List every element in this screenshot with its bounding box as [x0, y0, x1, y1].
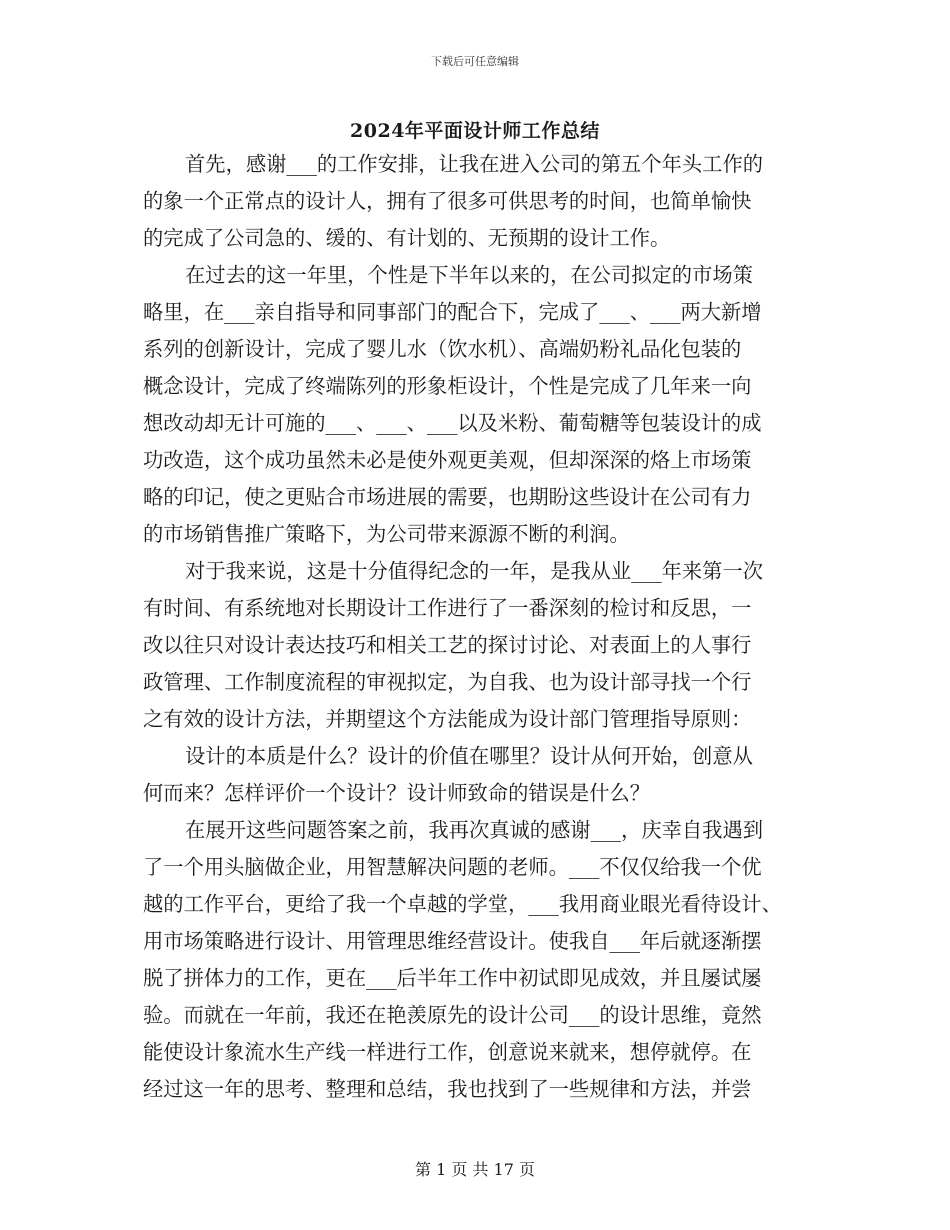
body-text-line: 设计的本质是什么？设计的价值在哪里？设计从何开始，创意从 [185, 744, 753, 768]
body-text-line: 对于我来说，这是十分值得纪念的一年，是我从业___年来第一次 [185, 559, 764, 583]
document-title: 2024年平面设计师工作总结 [350, 120, 600, 142]
body-text-line: 经过这一年的思考、整理和总结，我也找到了一些规律和方法，并尝 [143, 1077, 752, 1101]
body-text-line: 首先，感谢___的工作安排，让我在进入公司的第五个年头工作的 [185, 152, 764, 176]
body-text-line: 用市场策略进行设计、用管理思维经营设计。使我自___年后就逐渐摆 [143, 929, 762, 953]
body-text-line: 概念设计，完成了终端陈列的形象柜设计，个性是完成了几年来一向 [143, 374, 752, 398]
body-text-line: 想改动却无计可施的___、___、___以及米粉、葡萄糖等包装设计的成 [143, 411, 762, 435]
body-text-line: 有时间、有系统地对长期设计工作进行了一番深刻的检讨和反思，一 [143, 596, 752, 620]
body-text-line: 在展开这些问题答案之前，我再次真诚的感谢___，庆幸自我遇到 [185, 818, 764, 842]
body-text-line: 能使设计象流水生产线一样进行工作，创意说来就来，想停就停。在 [143, 1040, 752, 1064]
body-text-line: 验。而就在一年前，我还在艳羡原先的设计公司___的设计思维，竟然 [143, 1003, 762, 1027]
body-text-line: 了一个用头脑做企业，用智慧解决问题的老师。___不仅仅给我一个优 [143, 855, 762, 879]
body-text-line: 的完成了公司急的、缓的、有计划的、无预期的设计工作。 [143, 226, 671, 250]
page-number-footer: 第 1 页 共 17 页 [415, 1160, 535, 1179]
body-text-line: 何而来？怎样评价一个设计？设计师致命的错误是什么？ [143, 781, 651, 805]
document-body [143, 146, 809, 1108]
body-text-line: 脱了拼体力的工作，更在___后半年工作中初试即见成效，并且屡试屡 [143, 966, 762, 990]
header-note: 下载后可任意编辑 [431, 55, 519, 68]
body-text-line: 改以往只对设计表达技巧和相关工艺的探讨讨论、对表面上的人事行 [143, 633, 752, 657]
body-text-line: 系列的创新设计，完成了婴儿水（饮水机）、高端奶粉礼品化包装的 [143, 337, 742, 361]
body-text-line: 在过去的这一年里，个性是下半年以来的，在公司拟定的市场策 [185, 263, 753, 287]
body-text-line: 略里，在___亲自指导和同事部门的配合下，完成了___、___两大新增 [143, 300, 762, 324]
body-text-line: 略的印记，使之更贴合市场进展的需要，也期盼这些设计在公司有力 [143, 485, 752, 509]
body-text-line: 政管理、工作制度流程的审视拟定，为自我、也为设计部寻找一个行 [143, 670, 752, 694]
body-text-line: 之有效的设计方法，并期望这个方法能成为设计部门管理指导原则： [143, 707, 752, 731]
body-text-line: 越的工作平台，更给了我一个卓越的学堂，___我用商业眼光看待设计、 [143, 892, 782, 916]
body-text-line: 的市场销售推广策略下，为公司带来源源不断的利润。 [143, 522, 630, 546]
body-text-line: 功改造，这个成功虽然未必是使外观更美观，但却深深的烙上市场策 [143, 448, 752, 472]
body-text-line: 的象一个正常点的设计人，拥有了很多可供思考的时间，也简单愉快 [143, 189, 752, 213]
